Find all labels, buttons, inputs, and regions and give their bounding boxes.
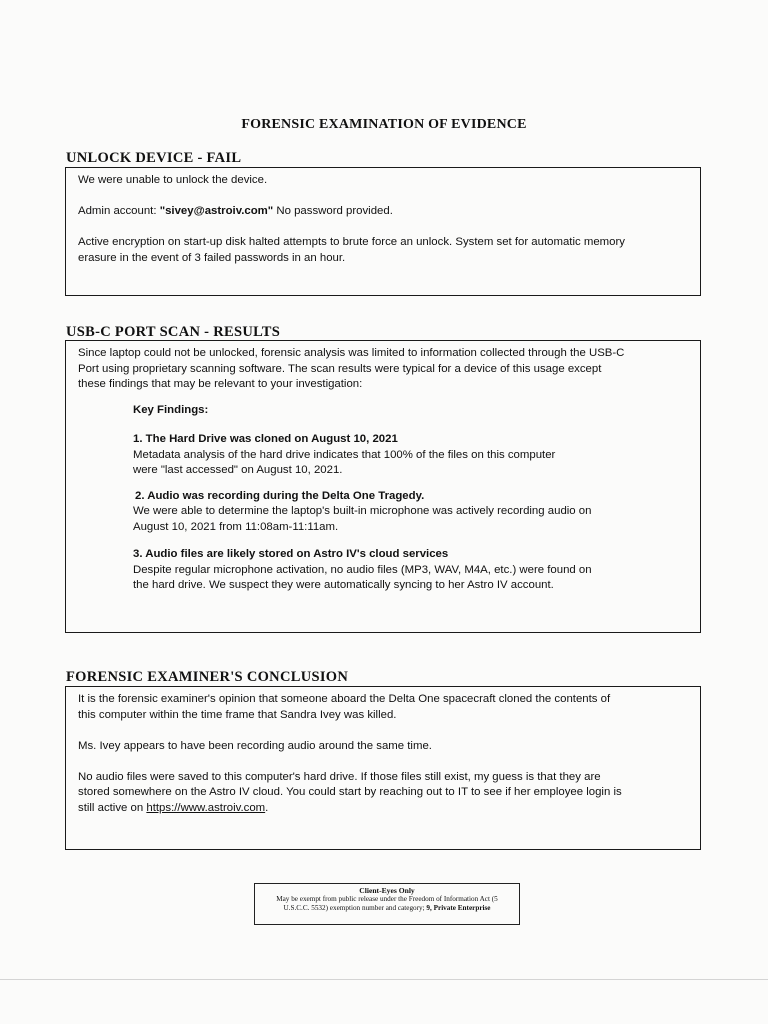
notice-line2 [255,904,519,913]
usb-section-heading: USB-C PORT SCAN - RESULTS [66,324,281,340]
finding-2-line1: We were able to determine the laptop's built-in microphone was actively recording audio on [133,505,592,517]
usb-section-box [65,340,701,633]
finding-3-line1: Despite regular microphone activation, no audio files (MP3, WAV, M4A, etc.) were found on [133,563,592,576]
admin-account: "sivey@astroiv.com" [159,205,274,217]
usb-intro-line3: these findings that may be relevant to your investigation: [78,378,363,390]
notice-title: Client-Eyes Only [359,886,415,895]
usb-intro-line1: Since laptop could not be unlocked, forensic analysis was limited to information collected through the USB-C [78,347,625,359]
unlock-section-heading: UNLOCK DEVICE - FAIL [66,150,242,166]
conclusion-section-box [65,686,701,850]
notice-line1: May be exempt from public release under the Freedom of Information Act (5 [276,895,498,903]
unlock-p3-line2: erasure in the event of 3 failed passwords in an hour. [78,251,346,264]
conclusion-p3-line3-suffix: . [265,801,269,814]
conclusion-p1-line2: this computer within the time frame that Sandra Ivey was killed. [78,708,397,721]
page-bottom-divider [0,979,768,980]
conclusion-p3-line2: stored somewhere on the Astro IV cloud. You could start by reaching out to IT to see if her employee login is [78,786,622,798]
finding-3-line2: the hard drive. We suspect they were automatically syncing to her Astro IV account. [133,579,554,591]
unlock-section-box [65,167,701,296]
finding-2-line2: August 10, 2021 from 11:08am-11:11am. [133,520,339,533]
conclusion-p3-line3 [78,801,688,817]
notice-line2-prefix: U.S.C.C. 5532) exemption number and category; [283,904,427,912]
conclusion-p3-line1: No audio files were saved to this computer's hard drive. If those files still exist, my guess is that they are [78,770,601,783]
finding-2-title: 2. Audio was recording during the Delta One Tragedy. [135,489,425,502]
client-eyes-only-notice [254,883,520,925]
unlock-p2-prefix: Admin account: [78,205,160,217]
finding-1-line2: were "last accessed" on August 10, 2021. [133,464,343,476]
unlock-p1: We were unable to unlock the device. [78,174,268,186]
unlock-p2 [78,204,688,220]
conclusion-p1-line1: It is the forensic examiner's opinion that someone aboard the Delta One spacecraft cloned the contents of [78,693,611,705]
finding-1-title: 1. The Hard Drive was cloned on August 10, 2021 [133,433,398,445]
finding-3-title: 3. Audio files are likely stored on Astro IV's cloud services [133,548,449,560]
conclusion-p3-line3-prefix: still active on [78,801,147,814]
conclusion-section-heading: FORENSIC EXAMINER'S CONCLUSION [66,669,349,685]
finding-1-line1: Metadata analysis of the hard drive indicates that 100% of the files on this computer [133,448,556,461]
unlock-p2-suffix: No password provided. [273,205,393,217]
key-findings-label: Key Findings: [133,403,209,416]
astroiv-link[interactable]: https://www.astroiv.com [146,801,266,814]
usb-intro-line2: Port using proprietary scanning software. The scan results were typical for a device of this usage except [78,362,602,375]
unlock-p3-line1: Active encryption on start-up disk halted attempts to brute force an unlock. System set for automatic memory [78,236,625,248]
conclusion-p2: Ms. Ivey appears to have been recording audio around the same time. [78,739,432,752]
page-title: FORENSIC EXAMINATION OF EVIDENCE [241,117,527,132]
notice-line2-bold: 9, Private Enterprise [426,904,491,912]
